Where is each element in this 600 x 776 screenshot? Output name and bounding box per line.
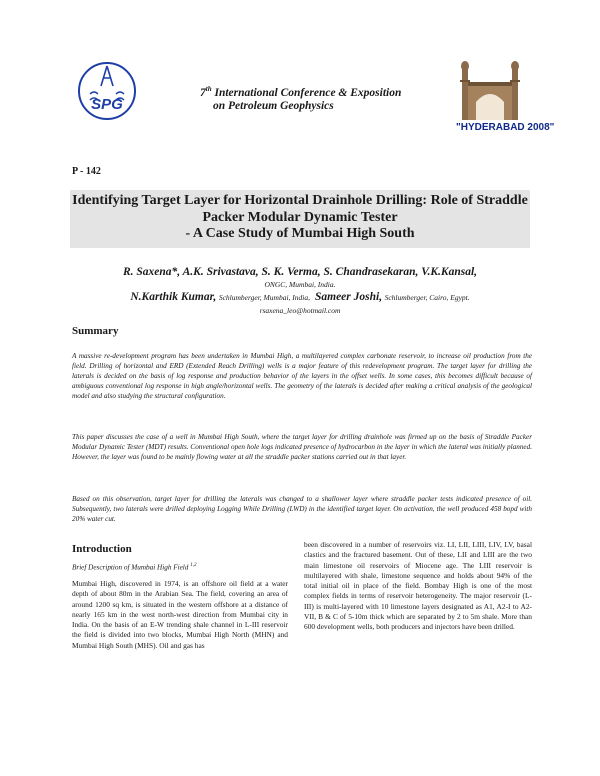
subheading-sup: 1,2 — [190, 563, 197, 568]
charminar-image — [448, 58, 532, 120]
conf-number: 7 — [200, 86, 206, 99]
title-line1: Identifying Target Layer for Horizontal Drainhole Drilling: Role of Straddle — [72, 193, 528, 208]
email: rsaxena_leo@hotmail.com — [259, 305, 341, 315]
conference-title — [200, 83, 401, 113]
intro-column-2: been discovered in a number of reservoirs viz. LI, LII, LIII, LIV, LV, basal clastics and the fractured basement. Out of these, LII and LIII are the two main limestone oil reservoirs of Miocene age. The LIII reservoir is multilayered with shale, limestone sequence and holds about 94% of the total initial oil in place of the field. Bombay High is one of the most complex fields in terms of reservoir heterogeneity. The major reservoir (L-III) is multi-layered with 10 limestone layers designated as A1, A2-I to A2-VII, B & C of 5-10m thick which are separated by 2 to 5m shale. More than 600 development wells, both producers and injectors have been drilled. — [304, 540, 532, 632]
title-line2: Packer Modular Dynamic Tester — [202, 209, 398, 225]
spg-logo — [76, 60, 138, 122]
summary-paragraph-3: Based on this observation, target layer for drilling the laterals was changed to a shallower layer where straddle packer tests indicated presence of oil. Subsequently, two laterals were drilled deploying Logging While Drilling (LWD) in the identified target layer. On activation, the well produced 458 bopd with 20% water cut. — [72, 495, 532, 524]
summary-paragraph-1: A massive re-development program has been undertaken in Mumbai High, a multilayered complex carbonate reservoir, to increase oil production from the field. Drilling of horizontal and ERD (Extended Reach Drilling) wells is a major feature of this redevelopment program. The target layer for drilling the laterals is decided on the basis of log response and production behavior of the layers in the offset wells. In some cases, this becomes difficult because of ambiguous conventional log response in high angle/horizontal wells. The geometry of the laterals is decided after making a critical analysis of the geological model and also studying the structural configuration. — [72, 352, 532, 401]
intro-column-1: Mumbai High, discovered in 1974, is an offshore oil field at a water depth of about 80m in the Arabian Sea. The field, covering an area of around 1200 sq km, is situated in the western offshore at a distance of nearly 165 km in the west north-west direction from Mumbai city in India. On the basis of an E-W trending shale channel in L-III reservoir the field is divided into two blocks, Mumbai High North (MHN) and Mumbai High South (MHS). Oil and gas has — [72, 579, 288, 650]
conf-sup: th — [205, 85, 212, 93]
conf-line1: International Conference & Exposition — [211, 86, 402, 99]
affiliation-3: Schlumberger, Cairo, Egypt. — [384, 293, 470, 302]
subheading-text: Brief Description of Mumbai High Field — [72, 563, 191, 572]
derrick-icon — [101, 66, 113, 86]
introduction-heading: Introduction — [72, 543, 132, 555]
affiliation-2: Schlumberger, Mumbai, India, — [218, 293, 310, 302]
subheading — [72, 563, 196, 571]
summary-paragraph-2: This paper discusses the case of a well in Mumbai High South, where the target layer for drilling drainhole was firmed up on the basis of Straddle Packer Modular Dynamic Tester (MDT) results. Conventional open hole logs indicated presence of hydrocarbon in the layer in which the lateral was initially planned. However, the layer was found to be mainly flowing water at all the straddle packer stations carried out in that layer. — [72, 433, 532, 462]
author-2: N.Karthik Kumar, — [130, 291, 217, 303]
paper-number: P - 142 — [72, 166, 101, 177]
paper-title — [70, 193, 530, 243]
logo-text: SPG — [91, 96, 123, 113]
summary-heading: Summary — [72, 325, 119, 337]
authors-line1: R. Saxena*, A.K. Srivastava, S. K. Verma, S. Chandrasekaran, V.K.Kansal, — [122, 266, 478, 278]
conf-line2: on Petroleum Geophysics — [213, 99, 334, 112]
author-3: Sameer Joshi, — [314, 291, 383, 303]
title-line3: - A Case Study of Mumbai High South — [185, 226, 415, 241]
hyderabad-label: "HYDERABAD 2008" — [456, 122, 555, 133]
affiliation-1: ONGC, Mumbai, India. — [264, 279, 336, 289]
authors-block — [70, 266, 530, 317]
